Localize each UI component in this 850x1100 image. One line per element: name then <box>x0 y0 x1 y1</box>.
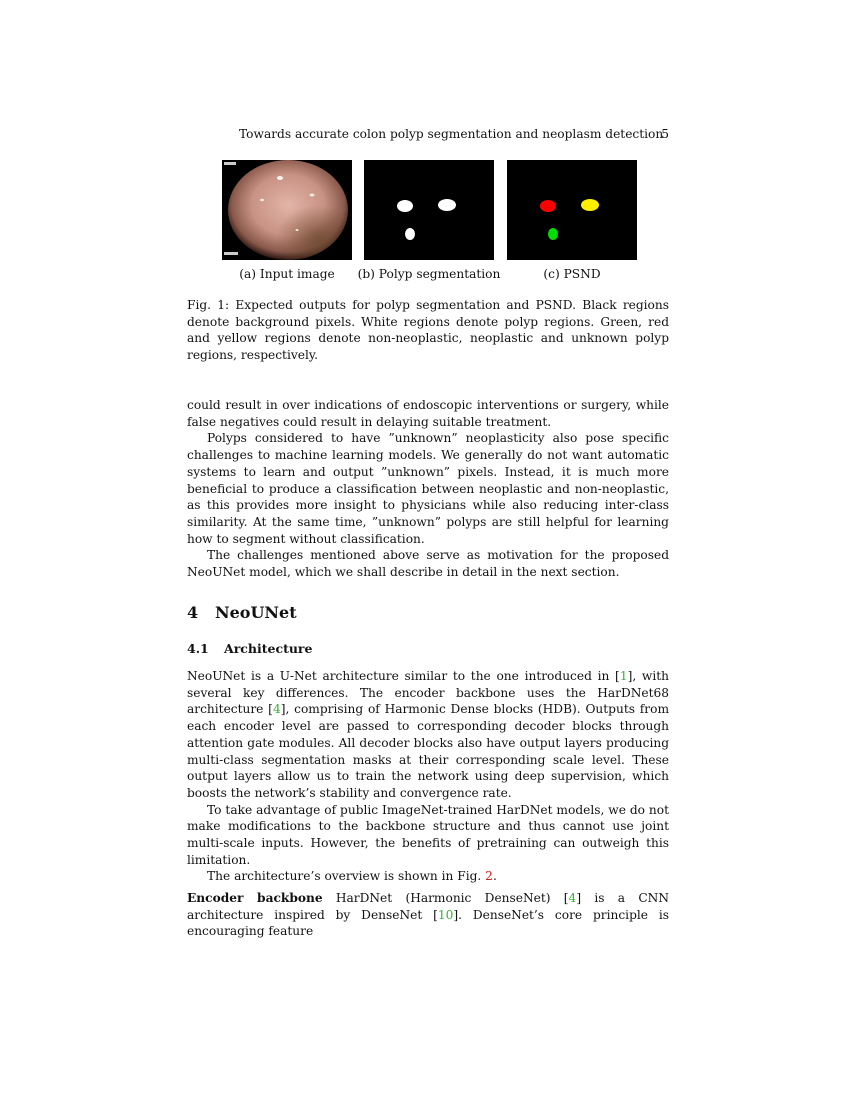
text-span: ], with several key differences. The encoder backbone uses the HarDNet68 architecture [ <box>187 669 669 717</box>
paragraph: could result in over indications of endoscopic interventions or surgery, while false negatives could result in delaying suitable treatment. <box>187 398 669 429</box>
subsection-title: Architecture <box>224 641 313 656</box>
subcaption-b: (b) Polyp segmentation <box>357 267 501 281</box>
text-span: HarDNet (Harmonic DenseNet) [ <box>322 891 569 905</box>
figure-reference-link[interactable]: 2 <box>485 869 493 884</box>
segmentation-mask <box>364 160 494 260</box>
section-heading <box>187 603 297 622</box>
section-title: NeoUNet <box>215 603 297 622</box>
polyp-segmentation-panel <box>364 160 494 260</box>
section-number: 4 <box>187 603 199 622</box>
page-number: 5 <box>661 127 669 141</box>
input-image-panel <box>222 160 352 260</box>
text-span: . <box>492 869 497 884</box>
polyp-region <box>397 200 413 212</box>
subcaption-c: (c) PSND <box>543 267 601 281</box>
psnd-mask <box>507 160 637 260</box>
text-span: The architecture’s overview is shown in Fig. <box>207 869 486 884</box>
citation-link[interactable]: 4 <box>272 702 281 717</box>
paragraph: The challenges mentioned above serve as motivation for the proposed NeoUNet model, which we shall describe in detail in the next section. <box>187 548 669 580</box>
endoscopy-image <box>222 160 352 260</box>
paragraph: Polyps considered to have ”unknown” neoplasticity also pose specific challenges to machine learning models. We generally do not want automatic systems to learn and output ”unknown” pixels. Instead, it is much more beneficial to produce a classification between neoplastic and non-neoplastic, as this provides more insight to physicians while also reducing inter-class similarity. At the same time, ”unknown” polyps are still helpful for learning how to segment without classification. <box>187 431 669 546</box>
body-text-2 <box>187 668 669 885</box>
body-text-1 <box>187 397 669 581</box>
figure-caption: Fig. 1: Expected outputs for polyp segmentation and PSND. Black regions denote background pixels. White regions denote polyp regions. Green, red and yellow regions denote non-neoplastic, neoplastic and unknown polyp regions, respectively. <box>187 298 669 362</box>
text-span: NeoUNet is a U-Net architecture similar to the one introduced in [ <box>187 669 620 683</box>
paragraph <box>187 868 669 885</box>
subsection-heading <box>187 641 312 656</box>
citation-link[interactable]: 4 <box>568 891 577 905</box>
unknown-region <box>581 199 599 211</box>
citation-link[interactable]: 10 <box>437 907 454 922</box>
figure-1 <box>187 160 669 260</box>
text-span: ], comprising of Harmonic Dense blocks (HDB). Outputs from each encoder level are passed to corresponding decoder blocks through attention gate modules. All decoder blocks also have output layers producing multi-class segmentation masks at their corresponding scale level. These output layers allow us to train the network using deep supervision, which boosts the network’s stability and convergence rate. <box>187 702 670 800</box>
body-text-3 <box>187 890 669 940</box>
polyp-region <box>405 228 415 240</box>
text-span: ] is a CNN architecture inspired by DenseNet [ <box>187 891 669 922</box>
paragraph <box>187 668 669 802</box>
subsection-number: 4.1 <box>187 641 209 656</box>
non-neoplastic-region <box>548 228 558 240</box>
subcaption-a: (a) Input image <box>239 267 335 281</box>
text-span: ]. DenseNet’s core principle is encouraging feature <box>187 907 669 939</box>
neoplastic-region <box>540 200 556 212</box>
paragraph: To take advantage of public ImageNet-trained HarDNet models, we do not make modifications to the backbone structure and thus cannot use joint multi-scale inputs. However, the benefits of pretraining can outweigh this limitation. <box>187 802 669 867</box>
polyp-region <box>438 199 456 211</box>
paragraph <box>187 890 669 940</box>
paragraph-lead: Encoder backbone <box>187 891 323 905</box>
psnd-panel <box>507 160 637 260</box>
citation-link[interactable]: 1 <box>619 669 628 683</box>
running-head-title: Towards accurate colon polyp segmentation and neoplasm detection <box>239 127 664 141</box>
